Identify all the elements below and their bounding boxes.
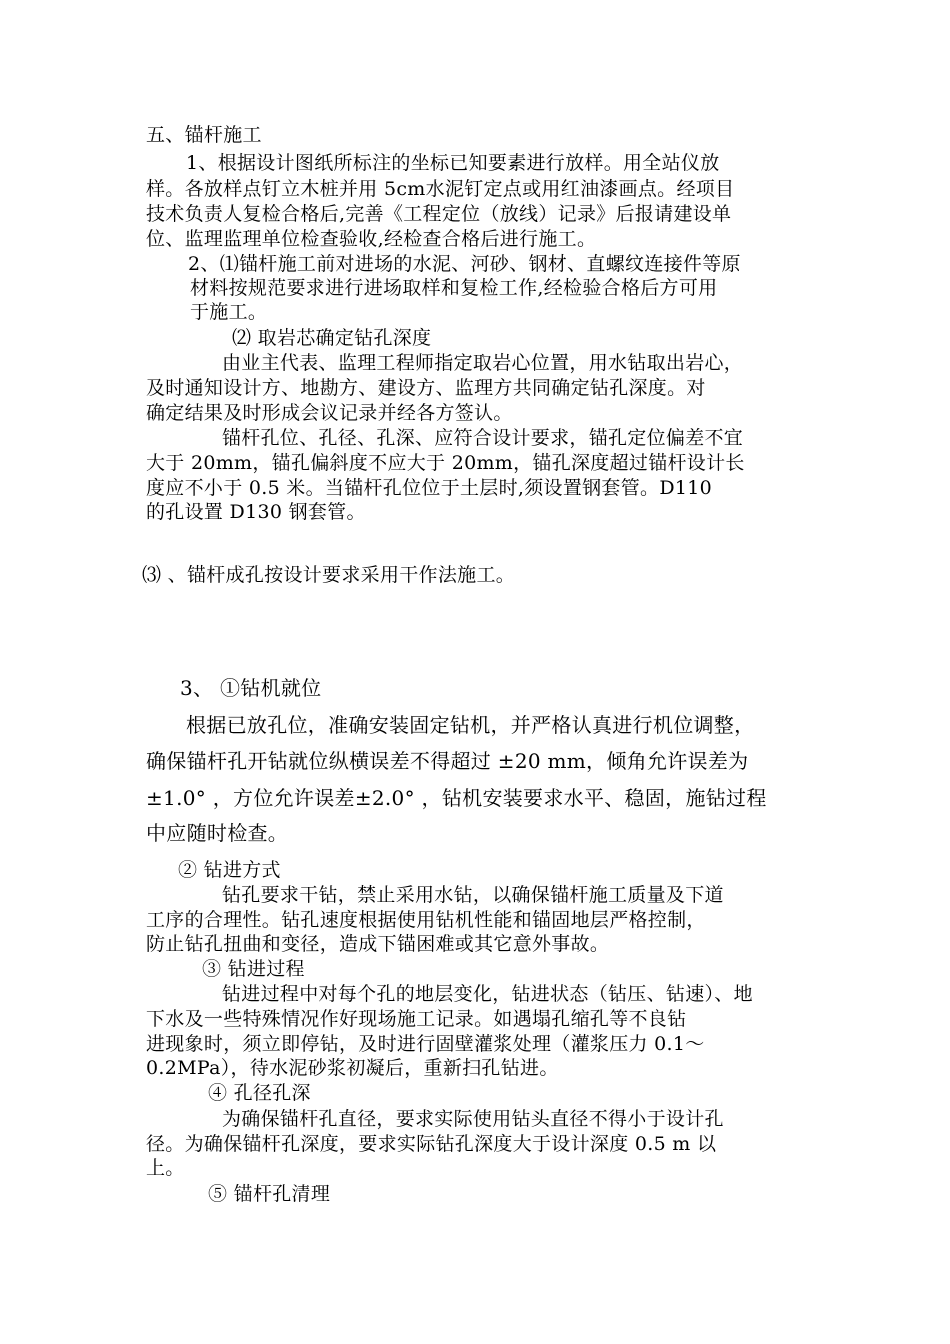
paragraph-line: 位、监理监理单位检查验收,经检查合格后进行施工。: [146, 228, 597, 250]
paragraph-line: 及时通知设计方、地勘方、建设方、监理方共同确定钻孔深度。对: [146, 377, 706, 399]
paragraph-line: 工序的合理性。钻孔速度根据使用钻机性能和锚固地层严格控制，: [146, 909, 706, 931]
paragraph-line: 防止钻孔扭曲和变径，造成下锚困难或其它意外事故。: [146, 933, 610, 955]
paragraph-line: 钻进过程中对每个孔的地层变化，钻进状态（钻压、钻速）、地: [222, 983, 753, 1005]
paragraph-line: 进现象时，须立即停钻，及时进行固壁灌浆处理（灌浆压力 0.1～: [146, 1033, 705, 1055]
paragraph-line: 的孔设置 D130 钢套管。: [146, 501, 366, 523]
paragraph-line: 为确保锚杆孔直径，要求实际使用钻头直径不得小于设计孔: [222, 1108, 724, 1130]
paragraph-line: 确保锚杆孔开钻就位纵横误差不得超过 ±20 mm，倾角允许误差为: [146, 749, 749, 773]
paragraph-line: 由业主代表、监理工程师指定取岩心位置，用水钻取出岩心，: [222, 352, 744, 374]
paragraph-line: 0.2MPa），待水泥砂浆初凝后，重新扫孔钻进。: [146, 1057, 559, 1079]
paragraph-line: 根据已放孔位，准确安装固定钻机，并严格认真进行机位调整，: [186, 713, 755, 737]
paragraph-line: 1、根据设计图纸所标注的坐标已知要素进行放样。用全站仪放: [186, 152, 720, 174]
paragraph-line: 于施工。: [190, 301, 268, 323]
paragraph-line: 中应随时检查。: [146, 821, 289, 845]
section-heading: 五、锚杆施工: [146, 124, 262, 146]
paragraph-line: 技术负责人复检合格后,完善《工程定位（放线）记录》后报请建设单: [146, 203, 732, 225]
subsection-heading: ② 钻进方式: [178, 859, 281, 881]
paragraph-line: 样。各放样点钉立木桩并用 5cm水泥钉定点或用红油漆画点。经项目: [146, 178, 735, 200]
paragraph-line: 上。: [146, 1157, 185, 1179]
paragraph-line: 度应不小于 0.5 米。当锚杆孔位位于土层时,须设置钢套管。D110: [146, 477, 713, 499]
paragraph-line: 径。为确保锚杆孔深度，要求实际钻孔深度大于设计深度 0.5 m 以: [146, 1133, 717, 1155]
subsection-heading: 3、 ①钻机就位: [180, 676, 322, 700]
subsection-heading: ⑵ 取岩芯确定钻孔深度: [232, 327, 432, 349]
paragraph-line: 锚杆孔位、孔径、孔深、应符合设计要求，锚孔定位偏差不宜: [222, 427, 744, 449]
paragraph-line: 大于 20mm，锚孔偏斜度不应大于 20mm，锚孔深度超过锚杆设计长: [146, 452, 745, 474]
subsection-heading: ⑤ 锚杆孔清理: [208, 1183, 331, 1205]
paragraph-line: 2、⑴锚杆施工前对进场的水泥、河砂、钢材、直螺纹连接件等原: [188, 253, 741, 275]
paragraph-line: 材料按规范要求进行进场取样和复检工作,经检验合格后方可用: [190, 277, 718, 299]
paragraph-line: 确定结果及时形成会议记录并经各方签认。: [146, 402, 513, 424]
paragraph-line: ⑶ 、锚杆成孔按设计要求采用干作法施工。: [142, 564, 516, 586]
paragraph-line: ±1.0° ，方位允许误差±2.0° ，钻机安装要求水平、稳固，施钻过程: [146, 786, 767, 810]
paragraph-line: 下水及一些特殊情况作好现场施工记录。如遇塌孔缩孔等不良钻: [146, 1008, 687, 1030]
subsection-heading: ③ 钻进过程: [202, 958, 305, 980]
paragraph-line: 钻孔要求干钻，禁止采用水钻，以确保锚杆施工质量及下道: [222, 884, 724, 906]
subsection-heading: ④ 孔径孔深: [208, 1082, 311, 1104]
